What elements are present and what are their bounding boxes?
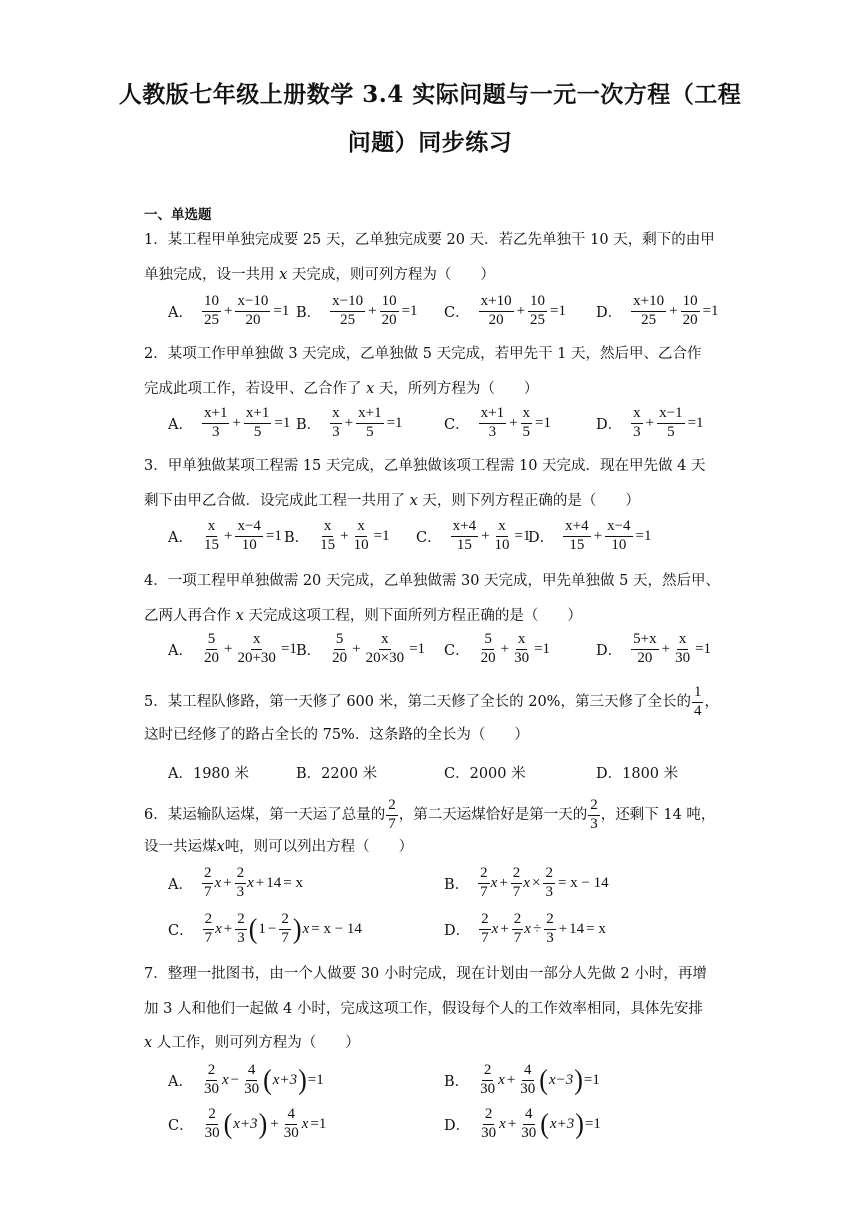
question-7-option-a[interactable]: A． 2 30 x − $\frac{4}{30}$ ( x+3 ) =1: [168, 1062, 324, 1097]
question-5-option-d[interactable]: D．1800 米: [596, 766, 679, 782]
question-4-option-a[interactable]: A． 5 20 + $\frac{x}{20+30}$ =1: [168, 631, 297, 666]
question-7-option-d[interactable]: D． 2 30 x + $\frac{4}{30}$ ( x+3 ) =1: [444, 1106, 601, 1141]
page-title-line-1: 人教版七年级上册数学 3.4 实际问题与一元一次方程（工程: [118, 81, 742, 108]
question-1-line-1: 1．某工程甲单独完成要 25 天，乙单独完成要 20 天．若乙先单独干 10 天，剩下的由甲: [144, 232, 715, 248]
question-6-option-c[interactable]: C． 2 7 x + $\frac{2}{3}$ ( 1 − $\frac{2}{7}$ ) x = x − 14: [168, 911, 362, 946]
question-6-option-a[interactable]: A． 2 7 x + $\frac{2}{3}$ x + 14 = x: [168, 865, 303, 900]
question-7-option-c[interactable]: C． 2 30 ( x+3 ) + $\frac{4}{30}$ x =1: [168, 1106, 327, 1141]
question-5-option-a[interactable]: A．1980 米: [168, 766, 249, 782]
question-2-line-2: 完成此项工作，若设甲、乙合作了 x 天，所列方程为（ ）: [144, 381, 539, 397]
question-7-line-2: 加 3 人和他们一起做 4 小时，完成这项工作，假设每个人的工作效率相同，具体先安排: [144, 1001, 703, 1017]
question-2-option-b[interactable]: B． x 3 + $\frac{x+1}{5}$ =1: [296, 405, 403, 440]
question-6-line-2: 设一共运煤x吨，则可以列出方程（ ）: [144, 839, 414, 855]
question-6-line-1: 6．某运输队运煤，第一天运了总量的 2 7 ，第二天运煤恰好是第一天的 2 3 ，还剩下 14 吨，: [144, 797, 716, 832]
question-4-line-1: 4．一项工程甲单独做需 20 天完成，乙单独做需 30 天完成，甲先单独做 5 天，然后甲、: [144, 573, 721, 589]
question-3-option-c[interactable]: C． x+4 15 + $\frac{x}{10}$ =1: [416, 518, 531, 553]
question-1-option-c[interactable]: C． x+10 20 + $\frac{10}{25}$ =1: [444, 293, 567, 328]
question-7-line-1: 7．整理一批图书，由一个人做要 30 小时完成，现在计划由一部分人先做 2 小时，再增: [144, 966, 707, 982]
question-4-line-2: 乙两人再合作 x 天完成这项工程，则下面所列方程正确的是（ ）: [144, 608, 582, 624]
question-3-line-1: 3．甲单独做某项工程需 15 天完成，乙单独做该项工程需 10 天完成．现在甲先做 4 天: [144, 458, 706, 474]
question-3-option-d[interactable]: D． x+4 15 + $\frac{x-4}{10}$ =1: [528, 518, 652, 553]
question-1-option-b[interactable]: B． x−10 25 + $\frac{10}{20}$ =1: [296, 293, 418, 328]
question-5-option-b[interactable]: B．2200 米: [296, 766, 378, 782]
section-heading: 一、单选题: [144, 207, 212, 223]
question-4-option-b[interactable]: B． 5 20 + $\frac{x}{20\times 30}$ =1: [296, 631, 426, 666]
question-3-option-a[interactable]: A． x 15 + $\frac{x-4}{10}$ =1: [168, 518, 282, 553]
question-1-option-a[interactable]: A． 10 25 + $\frac{x-10}{20}$ =1: [168, 293, 290, 328]
question-4-option-d[interactable]: D． 5+x 20 + $\frac{x}{30}$ =1: [596, 631, 712, 666]
question-6-option-b[interactable]: B． 2 7 x + $\frac{2}{7}$ x × $\frac{2}{3}$ = x − 14: [444, 865, 609, 900]
question-5-line-2: 这时已经修了的路占全长的 75%．这条路的全长为（ ）: [144, 727, 529, 743]
question-1-option-d[interactable]: D． x+10 25 + $\frac{10}{20}$ =1: [596, 293, 719, 328]
question-7-line-3: x 人工作，则可列方程为（ ）: [144, 1035, 360, 1051]
question-2-option-c[interactable]: C． x+1 3 + $\frac{x}{5}$ =1: [444, 405, 552, 440]
question-5-line-1: 5．某工程队修路，第一天修了 600 米，第二天修了全长的 20%，第三天修了全长的 1 4 ，: [144, 684, 719, 719]
question-2-option-d[interactable]: D． x 3 + $\frac{x-1}{5}$ =1: [596, 405, 704, 440]
question-6-option-d[interactable]: D． 2 7 x + $\frac{2}{7}$ x ÷ $\frac{2}{3}$ + 14 = x: [444, 911, 606, 946]
page-title-line-2: 问题）同步练习: [347, 129, 513, 156]
question-3-line-2: 剩下由甲乙合做．设完成此工程一共用了 x 天，则下列方程正确的是（ ）: [144, 493, 640, 509]
question-1-line-2: 单独完成，设一共用 x 天完成，则可列方程为（ ）: [144, 267, 495, 283]
question-7-option-b[interactable]: B． 2 30 x + $\frac{4}{30}$ ( x−3 ) =1: [444, 1062, 600, 1097]
question-3-option-b[interactable]: B． x 15 + $\frac{x}{10}$ =1: [284, 518, 390, 553]
question-2-option-a[interactable]: A． x+1 3 + $\frac{x+1}{5}$ =1: [168, 405, 291, 440]
question-4-option-c[interactable]: C． 5 20 + $\frac{x}{30}$ =1: [444, 631, 551, 666]
question-2-line-1: 2．某项工作甲单独做 3 天完成，乙单独做 5 天完成，若甲先干 1 天，然后甲、乙合作: [144, 346, 702, 362]
question-5-option-c[interactable]: C．2000 米: [444, 766, 526, 782]
